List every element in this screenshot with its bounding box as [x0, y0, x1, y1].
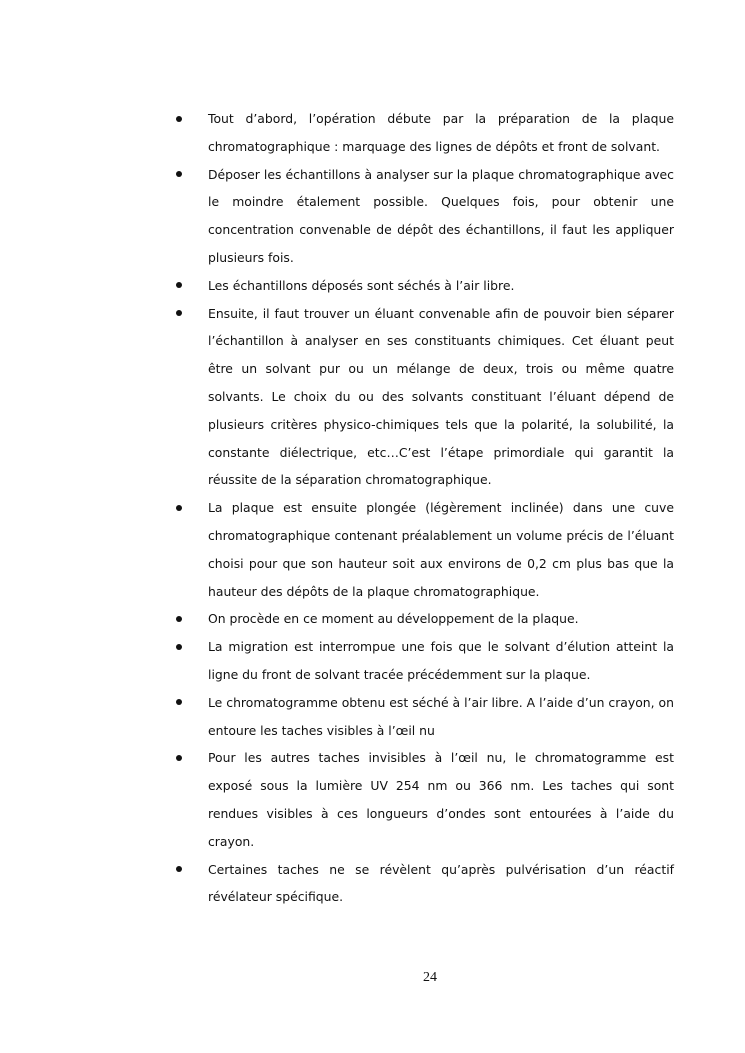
list-item	[172, 689, 674, 745]
bullet-icon	[172, 272, 184, 300]
bullet-icon	[172, 605, 184, 633]
list-item	[172, 272, 674, 300]
list-item	[172, 744, 674, 855]
list-item	[172, 161, 674, 272]
list-item-text: La plaque est ensuite plongée (légèrement inclinée) dans une cuve chromatographique contenant préalablement un volume précis de l’éluant choisi pour que son hauteur soit aux environs de 0,2 cm plus bas que la hauteur des dépôts de la plaque chromatographique.	[208, 500, 674, 599]
list-item-text: Déposer les échantillons à analyser sur la plaque chromatographique avec le moindre étalement possible. Quelques fois, pour obtenir une concentration convenable de dépôt des échantillons, il faut les appliquer plusieurs fois.	[208, 166, 674, 265]
bullet-icon	[172, 633, 184, 661]
page-number: 24	[423, 970, 437, 985]
list-item-text: On procède en ce moment au développement de la plaque.	[208, 611, 579, 627]
bullet-icon	[172, 105, 184, 133]
list-item-text: La migration est interrompue une fois que le solvant d’élution atteint la ligne du front de solvant tracée précédemment sur la plaque.	[208, 639, 674, 682]
list-item	[172, 494, 674, 605]
list-item	[172, 633, 674, 689]
bullet-icon	[172, 856, 184, 884]
bullet-list	[172, 105, 674, 911]
list-item-text: Les échantillons déposés sont séchés à l’air libre.	[208, 277, 515, 293]
list-item	[172, 300, 674, 495]
bullet-icon	[172, 744, 184, 772]
list-item-text: Certaines taches ne se révèlent qu’après pulvérisation d’un réactif révélateur spécifique.	[208, 861, 674, 905]
list-item-text: Tout d’abord, l’opération débute par la préparation de la plaque chromatographique : marquage des lignes de dépôts et front de solvant.	[208, 111, 674, 154]
bullet-icon	[172, 689, 184, 717]
list-item-text: Ensuite, il faut trouver un éluant convenable afin de pouvoir bien séparer l’échantillon à analyser en ses constituants chimiques. Cet éluant peut être un solvant pur ou un mélange de deux, trois ou même quatre solvants. Le choix du ou des solvants constituant l’éluant dépend de plusieurs critères physico-chimiques tels que la polarité, la solubilité, la constante diélectrique, etc…C’est l’étape primordiale qui garantit la réussite de la séparation chromatographique.	[208, 305, 674, 488]
list-item	[172, 105, 674, 161]
bullet-icon	[172, 161, 184, 189]
list-item	[172, 605, 674, 633]
bullet-icon	[172, 300, 184, 328]
bullet-icon	[172, 494, 184, 522]
list-item	[172, 856, 674, 912]
list-item-text: Pour les autres taches invisibles à l’œil nu, le chromatogramme est exposé sous la lumière UV 254 nm ou 366 nm. Les taches qui sont rendues visibles à ces longueurs d’ondes sont entourées à l’aide du crayon.	[208, 750, 674, 849]
list-item-text: Le chromatogramme obtenu est séché à l’air libre. A l’aide d’un crayon, on entoure les taches visibles à l’œil nu	[208, 694, 674, 738]
